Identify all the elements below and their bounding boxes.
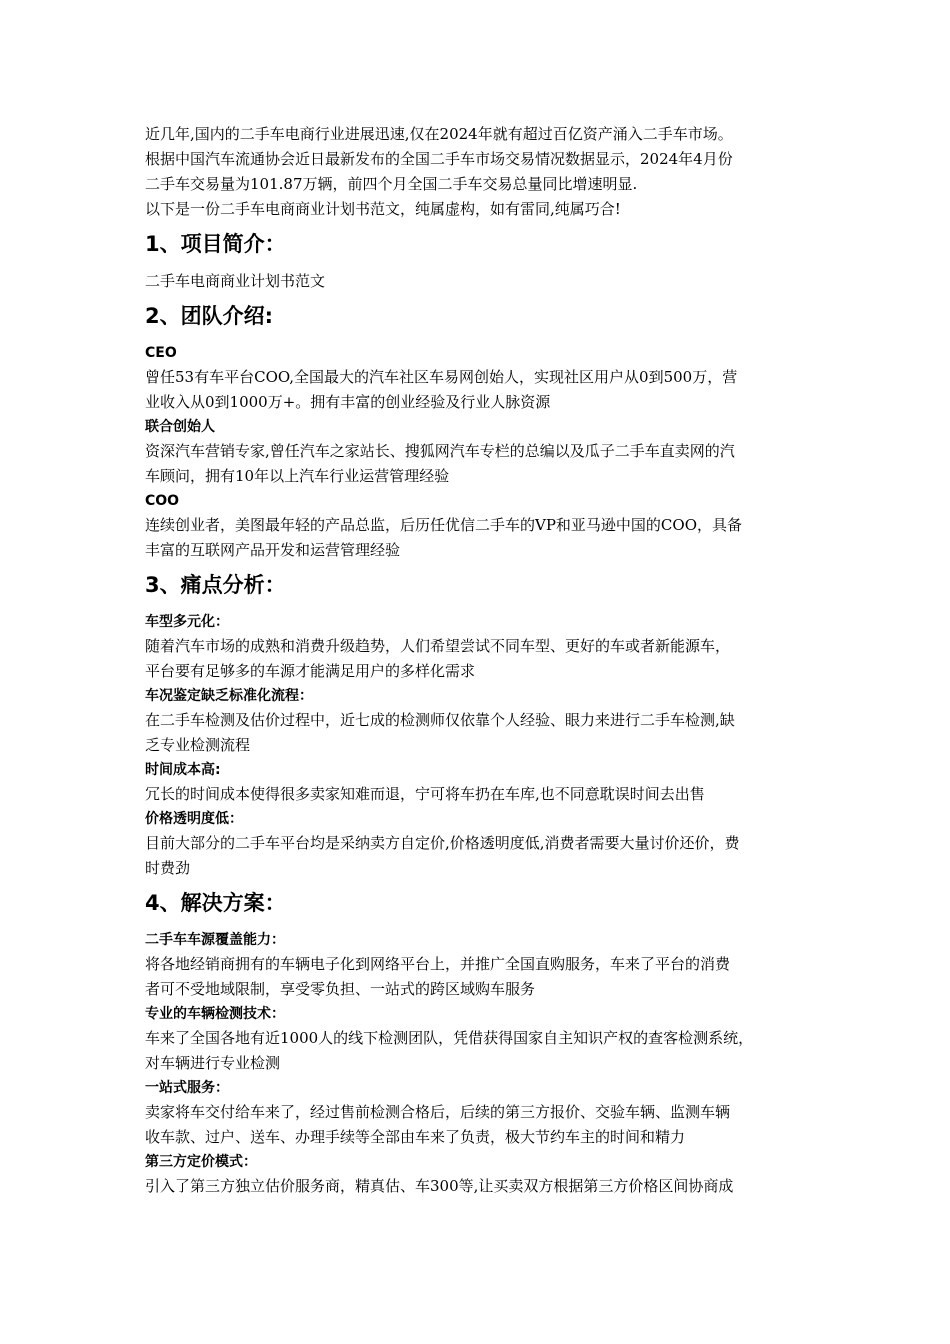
pain-point-title: 车况鉴定缺乏标准化流程： xyxy=(145,688,313,704)
pain-point-text: 乏专业检测流程 xyxy=(145,736,251,754)
team-member-text: 资深汽车营销专家,曾任汽车之家站长、搜狐网汽车专栏的总编以及瓜子二手车直卖网的汽 xyxy=(145,442,735,460)
solution-text: 引入了第三方独立估价服务商，精真估、车300等,让买卖双方根据第三方价格区间协商成 xyxy=(145,1177,734,1195)
team-member-title: COO xyxy=(145,493,180,509)
solution-title: 一站式服务： xyxy=(145,1080,229,1096)
pain-point-title: 车型多元化： xyxy=(145,614,229,630)
pain-point-title: 价格透明度低： xyxy=(145,811,243,827)
section-heading-team: 2、团队介绍: xyxy=(145,304,274,328)
solution-text: 车来了全国各地有近1000人的线下检测团队，凭借获得国家自主知识产权的查客检测系统， xyxy=(145,1029,754,1047)
project-summary: 二手车电商商业计划书范文 xyxy=(145,272,326,290)
solution-title: 第三方定价模式： xyxy=(145,1154,257,1170)
team-member-title: 联合创始人 xyxy=(145,419,215,435)
pain-point-title: 时间成本高: xyxy=(145,762,221,778)
team-member-text: 曾任53有车平台COO,全国最大的汽车社区车易网创始人，实现社区用户从0到500万，营 xyxy=(145,368,738,386)
solution-title: 专业的车辆检测技术： xyxy=(145,1006,285,1022)
solution-title: 二手车车源覆盖能力： xyxy=(145,932,285,948)
solution-text: 对车辆进行专业检测 xyxy=(145,1054,281,1072)
intro-line: 以下是一份二手车电商商业计划书范文，纯属虚构，如有雷同,纯属巧合! xyxy=(145,200,621,218)
solution-text: 收车款、过户、送车、办理手续等全部由车来了负责，极大节约车主的时间和精力 xyxy=(145,1128,686,1146)
pain-point-text: 冗长的时间成本使得很多卖家知难而退，宁可将车扔在车库,也不同意耽误时间去出售 xyxy=(145,785,705,803)
solution-text: 者可不受地域限制，享受零负担、一站式的跨区域购车服务 xyxy=(145,980,536,998)
solution-text: 卖家将车交付给车来了，经过售前检测合格后，后续的第三方报价、交验车辆、监测车辆 xyxy=(145,1103,731,1121)
team-member-text: 丰富的互联网产品开发和运营管理经验 xyxy=(145,541,401,559)
section-heading-project: 1、项目简介： xyxy=(145,232,286,256)
document-body xyxy=(145,122,817,1199)
intro-line: 近几年,国内的二手车电商行业进展迅速,仅在2024年就有超过百亿资产涌入二手车市场。 xyxy=(145,125,733,143)
pain-point-text: 随着汽车市场的成熟和消费升级趋势，人们希望尝试不同车型、更好的车或者新能源车， xyxy=(145,637,731,655)
team-member-text: 连续创业者，美图最年轻的产品总监，后历任优信二手车的VP和亚马逊中国的COO，具备 xyxy=(145,516,743,534)
pain-point-text: 时费劲 xyxy=(145,859,191,877)
pain-point-text: 平台要有足够多的车源才能满足用户的多样化需求 xyxy=(145,662,476,680)
intro-line: 二手车交易量为101.87万辆，前四个月全国二手车交易总量同比增速明显. xyxy=(145,175,638,193)
pain-point-text: 目前大部分的二手车平台均是采纳卖方自定价,价格透明度低,消费者需要大量讨价还价，费 xyxy=(145,834,740,852)
section-heading-pain-points: 3、痛点分析： xyxy=(145,573,286,597)
pain-point-text: 在二手车检测及估价过程中，近七成的检测师仅依靠个人经验、眼力来进行二手车检测,缺 xyxy=(145,711,735,729)
team-member-text: 车顾问，拥有10年以上汽车行业运营管理经验 xyxy=(145,467,450,485)
intro-line: 根据中国汽车流通协会近日最新发布的全国二手车市场交易情况数据显示，2024年4月份 xyxy=(145,150,733,168)
section-heading-solutions: 4、解决方案： xyxy=(145,891,286,915)
team-member-text: 业收入从0到1000万+。拥有丰富的创业经验及行业人脉资源 xyxy=(145,393,551,411)
solution-text: 将各地经销商拥有的车辆电子化到网络平台上，并推广全国直购服务，车来了平台的消费 xyxy=(145,955,731,973)
team-member-title: CEO xyxy=(145,345,177,361)
